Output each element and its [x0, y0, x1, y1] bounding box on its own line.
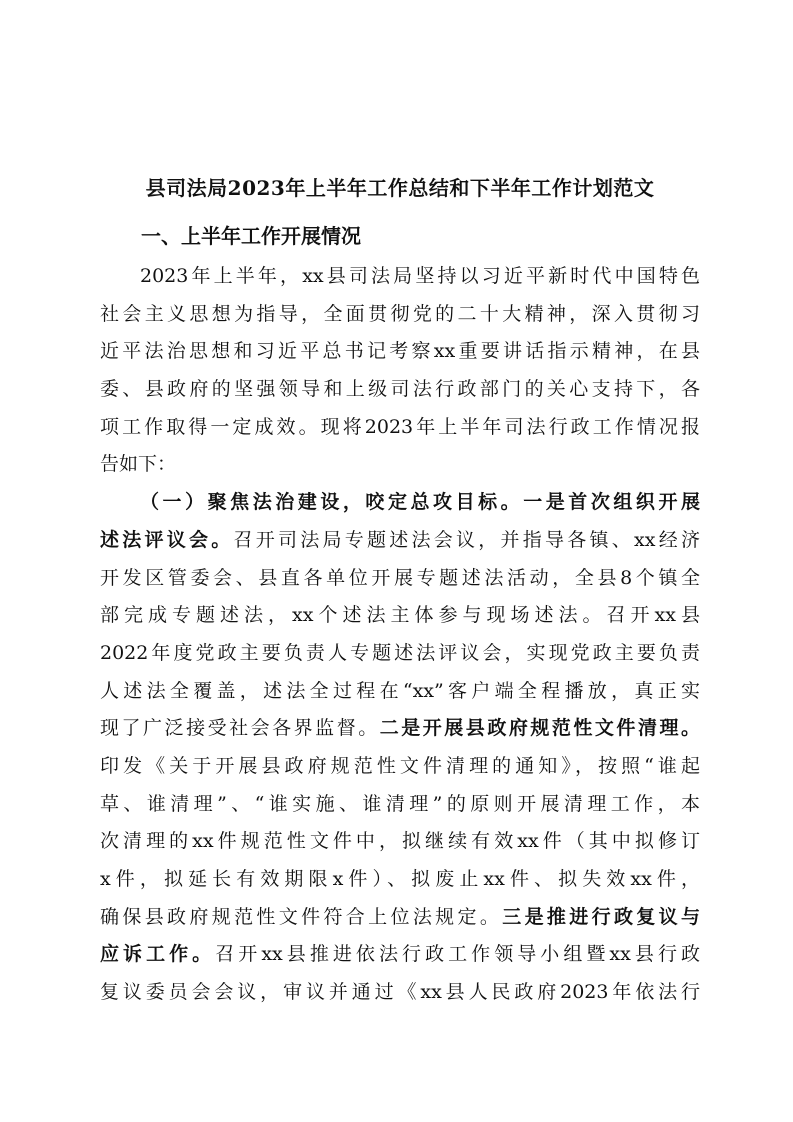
- text-segment: 社会主义思想为指导，全面贯彻党的二十大精神，深入贯彻习: [100, 302, 700, 325]
- body-line: [100, 333, 700, 371]
- body-line: [100, 823, 700, 861]
- text-segment: x件，拟延长有效期限x件）、拟废止xx件、拟失效xx件，: [100, 868, 700, 890]
- body-line: [100, 673, 700, 711]
- text-segment: 印发《关于开展县政府规范性文件清理的通知》，按照“谁起: [100, 754, 700, 777]
- bold-text-segment: 述法评议会。: [100, 528, 234, 551]
- text-segment: 委、县政府的坚强领导和上级司法行政部门的关心支持下，各: [100, 378, 700, 401]
- body-line: [100, 522, 700, 560]
- text-segment: 草、谁清理”、“谁实施、谁清理”的原则开展清理工作，本: [100, 792, 700, 815]
- text-segment: 部完成专题述法，xx个述法主体参与现场述法。召开xx县: [100, 604, 700, 627]
- text-segment: 人述法全覆盖，述法全过程在“xx”客户端全程播放，真正实: [100, 679, 700, 702]
- body-line: [100, 446, 700, 484]
- section-heading: 一、上半年工作开展情况: [141, 224, 361, 248]
- text-segment: 召开司法局专题述法会议，并指导各镇、xx经济: [233, 528, 700, 551]
- body-line: [100, 597, 700, 635]
- body-line: [100, 296, 700, 334]
- text-segment: 召开xx县推进依法行政工作领导小组暨xx县行政: [215, 943, 700, 966]
- document-title: 县司法局2023年上半年工作总结和下半年工作计划范文: [145, 176, 655, 200]
- body-line: [100, 409, 700, 447]
- text-segment: 近平法治思想和习近平总书记考察xx重要讲话指示精神，在县: [100, 340, 700, 363]
- text-segment: 复议委员会会议，审议并通过《xx县人民政府2023年依法行: [100, 981, 700, 1004]
- body-line: [100, 635, 700, 673]
- body-line: [100, 899, 700, 937]
- body-line: [100, 484, 700, 522]
- body-text: [100, 258, 700, 1012]
- bold-text-segment: （一）聚焦法治建设，咬定总攻目标。一是首次组织开展: [140, 491, 700, 514]
- body-line: [100, 748, 700, 786]
- body-line: [100, 936, 700, 974]
- body-line: [100, 710, 700, 748]
- body-line: [100, 974, 700, 1012]
- text-segment: 2022年度党政主要负责人专题述法评议会，实现党政主要负责: [100, 641, 700, 664]
- body-line: [100, 371, 700, 409]
- body-line: [100, 861, 700, 899]
- body-line: [100, 786, 700, 824]
- bold-text-segment: 应诉工作。: [100, 943, 216, 966]
- text-segment: 确保县政府规范性文件符合上位法规定。: [100, 905, 503, 928]
- text-segment: 2023年上半年，xx县司法局坚持以习近平新时代中国特色: [140, 265, 700, 287]
- text-segment: 现了广泛接受社会各界监督。: [100, 717, 380, 740]
- text-segment: 开发区管委会、县直各单位开展专题述法活动，全县8个镇全: [100, 566, 700, 589]
- body-line: [100, 258, 700, 296]
- bold-text-segment: 三是推进行政复议与: [502, 905, 700, 928]
- body-line: [100, 560, 700, 598]
- bold-text-segment: 二是开展县政府规范性文件清理。: [379, 717, 700, 740]
- text-segment: 次清理的xx件规范性文件中，拟继续有效xx件（其中拟修订: [100, 830, 700, 853]
- text-segment: 告如下：: [100, 453, 177, 476]
- text-segment: 项工作取得一定成效。现将2023年上半年司法行政工作情况报: [100, 415, 700, 438]
